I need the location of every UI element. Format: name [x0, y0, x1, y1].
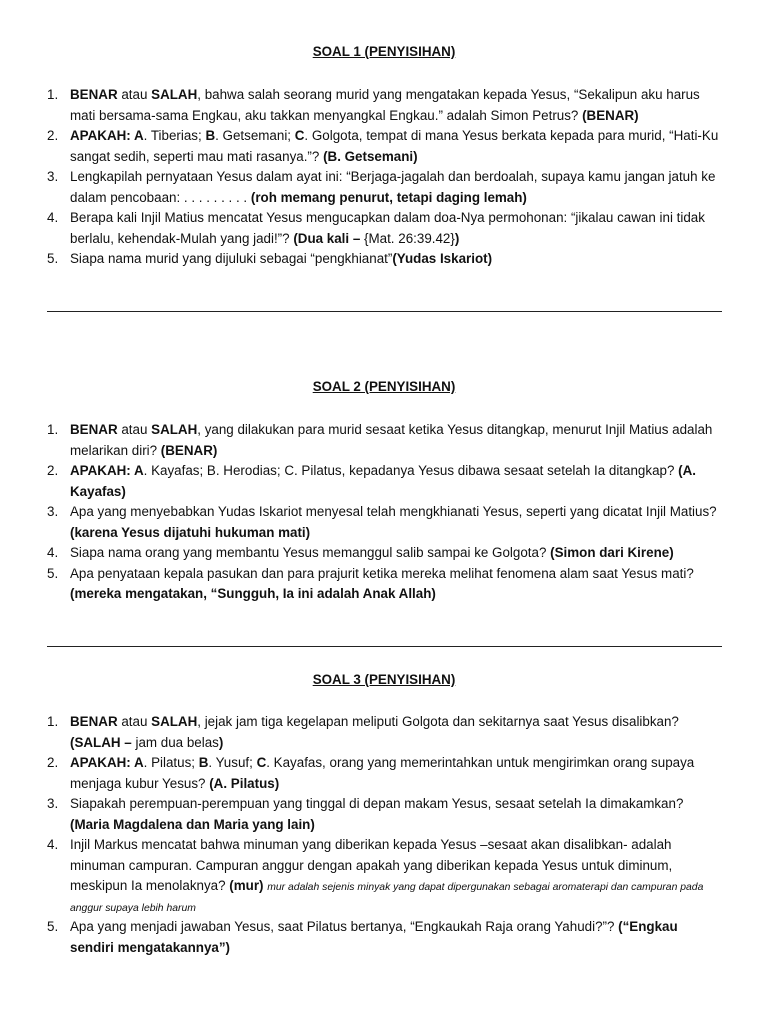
section-2-title: SOAL 2 (PENYISIHAN) — [312, 379, 456, 394]
answer-text: BENAR — [70, 87, 118, 102]
divider — [47, 646, 722, 647]
question-text: Siapa nama murid yang dijuluki sebagai “pengkhianat” — [70, 251, 393, 266]
question-text: Siapakah perempuan-perempuan yang tinggal di depan makam Yesus, sesaat setelah Ia dimakamkan? — [70, 796, 684, 811]
answer-text: SALAH — [151, 714, 198, 729]
question-number: 1. — [47, 422, 59, 437]
question-number: 1. — [47, 714, 59, 729]
question-text: Siapa nama orang yang membantu Yesus memanggul salib sampai ke Golgota? — [70, 545, 551, 560]
question-text: , bahwa salah seorang murid yang mengatakan kepada Yesus, “Sekalipun aku harus mati bersama-sama Engkau, aku takkan menyangkal Engkau.” adalah Simon Petrus? — [70, 87, 700, 123]
answer-text: (mur) — [229, 878, 264, 893]
answer-text: (“Engkau sendiri mengatakannya”) — [70, 919, 678, 955]
question-item — [47, 167, 723, 208]
question-text: Apa penyataan kepala pasukan dan para prajurit ketika mereka melihat fenomena alam saat Yesus mati? — [70, 565, 694, 581]
answer-text: C — [294, 128, 305, 143]
question-text: Berapa kali Injil Matius mencatat Yesus mengucapkan dalam doa-Nya permohonan: “jikalau cawan ini tidak berlalu, kehendak-Mulah yang jadi!”? — [70, 210, 705, 246]
divider — [47, 311, 722, 312]
answer-text: BENAR — [70, 714, 118, 729]
question-number: 5. — [47, 251, 59, 266]
question-item — [47, 85, 723, 126]
question-item — [47, 126, 723, 167]
question-text: atau — [117, 714, 152, 729]
section-3-questions — [47, 712, 723, 958]
question-text: . Kayafas, orang yang memerintahkan untuk mengirimkan orang supaya menjaga kubur Yesus? — [70, 755, 695, 791]
answer-text: (A. Kayafas) — [70, 463, 696, 499]
answer-text: ) — [454, 230, 460, 246]
question-text: . Yusuf; — [208, 755, 257, 770]
answer-text: (B. Getsemani) — [323, 148, 418, 164]
question-text: . Golgota, tempat di mana Yesus berkata kepada para murid, “Hati-Ku sangat sedih, seperti mau mati rasanya.”? — [70, 128, 719, 164]
answer-text: ) — [218, 734, 224, 750]
answer-text: C — [256, 755, 267, 770]
answer-text: (Yudas Iskariot) — [392, 251, 493, 266]
question-item — [47, 461, 723, 502]
question-text: jam dua belas — [135, 734, 219, 750]
question-item — [47, 835, 723, 917]
question-text: . Pilatus; — [143, 755, 199, 770]
answer-text: (SALAH – — [70, 734, 136, 750]
question-number: 3. — [47, 796, 59, 811]
question-item — [47, 502, 723, 543]
question-item — [47, 420, 723, 461]
question-number: 5. — [47, 565, 59, 581]
question-text: Apa yang menyebabkan Yudas Iskariot menyesal telah mengkhianati Yesus, seperti yang dicatat Injil Matius? — [70, 504, 717, 519]
answer-text: SALAH — [151, 87, 198, 102]
answer-text: (A. Pilatus) — [209, 775, 280, 791]
question-item — [47, 753, 723, 794]
question-number: 4. — [47, 837, 59, 852]
question-text: Injil Markus mencatat bahwa minuman yang diberikan kepada Yesus –sesaat akan disalibkan- adalah minuman campuran. Campuran anggur dengan apakah yang diberikan kepada Yesus untuk diminum, meskipun Ia menolaknya? — [70, 837, 673, 893]
answer-text: (Simon dari Kirene) — [550, 545, 674, 560]
section-3-title: SOAL 3 (PENYISIHAN) — [312, 672, 456, 687]
answer-text: (BENAR) — [160, 442, 218, 458]
answer-text: (BENAR) — [582, 107, 639, 123]
answer-text: APAKAH: A — [70, 128, 144, 143]
question-text: . Getsemani; — [215, 128, 295, 143]
question-number: 4. — [47, 210, 59, 225]
question-item — [47, 249, 723, 270]
section-1-questions — [47, 85, 723, 270]
question-text: , yang dilakukan para murid sesaat ketika Yesus ditangkap, menurut Injil Matius adalah melarikan diri? — [70, 422, 713, 458]
answer-text: APAKAH: A — [70, 463, 144, 478]
question-item — [47, 543, 723, 564]
answer-text: APAKAH: A — [70, 755, 144, 770]
question-number: 4. — [47, 545, 59, 560]
question-item — [47, 208, 723, 249]
question-text: {Mat. 26:39.42} — [364, 230, 455, 246]
question-text: . Kayafas; B. Herodias; C. Pilatus, kepadanya Yesus dibawa sesaat setelah Ia ditangkap? — [143, 463, 679, 478]
answer-text: BENAR — [70, 422, 118, 437]
section-1-title: SOAL 1 (PENYISIHAN) — [312, 44, 456, 59]
answer-text: (Dua kali – — [293, 230, 365, 246]
question-number: 5. — [47, 919, 59, 934]
question-item — [47, 794, 723, 835]
question-number: 3. — [47, 504, 59, 519]
question-number: 1. — [47, 87, 59, 102]
question-number: 3. — [47, 169, 59, 184]
answer-text: B — [198, 755, 209, 770]
question-item — [47, 712, 723, 753]
question-text: . Tiberias; — [143, 128, 206, 143]
answer-text: (roh memang penurut, tetapi daging lemah) — [250, 189, 527, 205]
question-number: 2. — [47, 755, 59, 770]
question-text: Lengkapilah pernyataan Yesus dalam ayat ini: “Berjaga-jagalah dan berdoalah, supaya kamu jangan jatuh ke dalam pencobaan: . . . . . . . . . — [70, 169, 716, 205]
question-item — [47, 917, 723, 958]
question-text: , jejak jam tiga kegelapan meliputi Golgota dan sekitarnya saat Yesus disalibkan? — [197, 714, 679, 729]
answer-text: (mereka mengatakan, “Sungguh, Ia ini adalah Anak Allah) — [70, 586, 436, 601]
note-text: mur adalah sejenis minyak yang dapat dipergunakan sebagai aromaterapi dan campuran pada anggur supaya lebih harum — [70, 882, 704, 914]
question-text: atau — [117, 422, 152, 437]
question-text: atau — [117, 87, 152, 102]
answer-text: (karena Yesus dijatuhi hukuman mati) — [70, 524, 311, 540]
section-2-questions — [47, 420, 723, 605]
question-number: 2. — [47, 463, 59, 478]
question-text: Apa yang menjadi jawaban Yesus, saat Pilatus bertanya, “Engkaukah Raja orang Yahudi?”? — [70, 919, 619, 934]
answer-text: SALAH — [151, 422, 198, 437]
answer-text: B — [205, 128, 216, 143]
question-item — [47, 564, 723, 605]
question-number: 2. — [47, 128, 59, 143]
answer-text: (Maria Magdalena dan Maria yang lain) — [70, 816, 315, 832]
